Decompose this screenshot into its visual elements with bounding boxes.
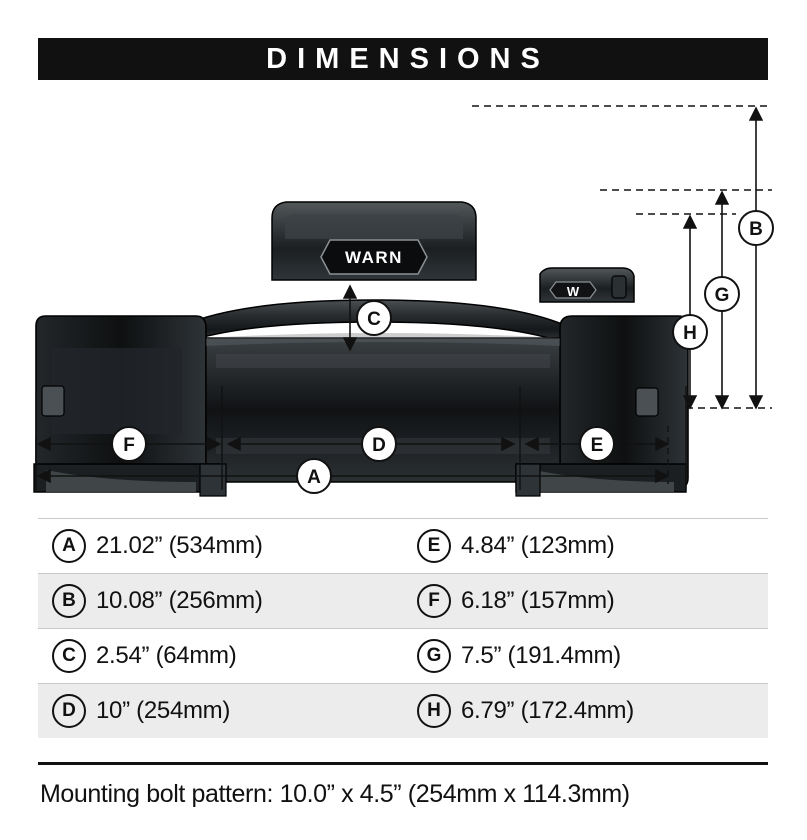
warn-badge xyxy=(321,240,427,274)
legend-value-f: 6.18” (157mm) xyxy=(461,587,615,614)
callout-c: C xyxy=(367,309,381,330)
legend-key-c: C xyxy=(52,639,86,673)
winch-dimension-drawing xyxy=(0,86,807,506)
dimensions-title-bar xyxy=(38,38,768,80)
callout-h: H xyxy=(683,323,697,344)
legend-row xyxy=(38,628,768,683)
legend-key-h: H xyxy=(417,694,451,728)
callout-f: F xyxy=(123,435,135,456)
callout-g: G xyxy=(714,285,730,306)
legend-entry-a xyxy=(38,519,403,573)
legend-key-e: E xyxy=(417,529,451,563)
drawing-svg xyxy=(0,86,807,506)
legend-value-b: 10.08” (256mm) xyxy=(96,587,263,614)
legend-key-d: D xyxy=(52,694,86,728)
legend-key-a: A xyxy=(52,529,86,563)
legend-entry-e xyxy=(403,519,768,573)
legend-row xyxy=(38,683,768,738)
legend-entry-g xyxy=(403,629,768,683)
legend-key-b: B xyxy=(52,584,86,618)
legend-entry-b xyxy=(38,574,403,628)
callout-d: D xyxy=(372,435,386,456)
footer-divider xyxy=(38,762,768,765)
legend-value-d: 10” (254mm) xyxy=(96,697,231,724)
warn-badge-text: WARN xyxy=(345,248,403,267)
legend-value-a: 21.02” (534mm) xyxy=(96,532,263,559)
callout-a: A xyxy=(307,467,321,488)
legend-entry-d xyxy=(38,684,403,738)
legend-entry-c xyxy=(38,629,403,683)
dimension-legend xyxy=(38,518,768,738)
legend-row xyxy=(38,518,768,573)
mounting-bolt-pattern-note: Mounting bolt pattern: 10.0” x 4.5” (254mm x 114.3mm) xyxy=(40,780,630,808)
clutch-badge-text: W xyxy=(566,284,580,299)
legend-value-h: 6.79” (172.4mm) xyxy=(461,697,634,724)
legend-row xyxy=(38,573,768,628)
legend-key-f: F xyxy=(417,584,451,618)
legend-key-g: G xyxy=(417,639,451,673)
callout-b: B xyxy=(749,219,763,240)
legend-entry-h xyxy=(403,684,768,738)
clutch-lever xyxy=(540,268,634,302)
legend-value-g: 7.5” (191.4mm) xyxy=(461,642,621,669)
callout-e: E xyxy=(590,435,604,456)
page-title: DIMENSIONS xyxy=(266,42,550,75)
legend-value-c: 2.54” (64mm) xyxy=(96,642,237,669)
legend-value-e: 4.84” (123mm) xyxy=(461,532,615,559)
legend-entry-f xyxy=(403,574,768,628)
